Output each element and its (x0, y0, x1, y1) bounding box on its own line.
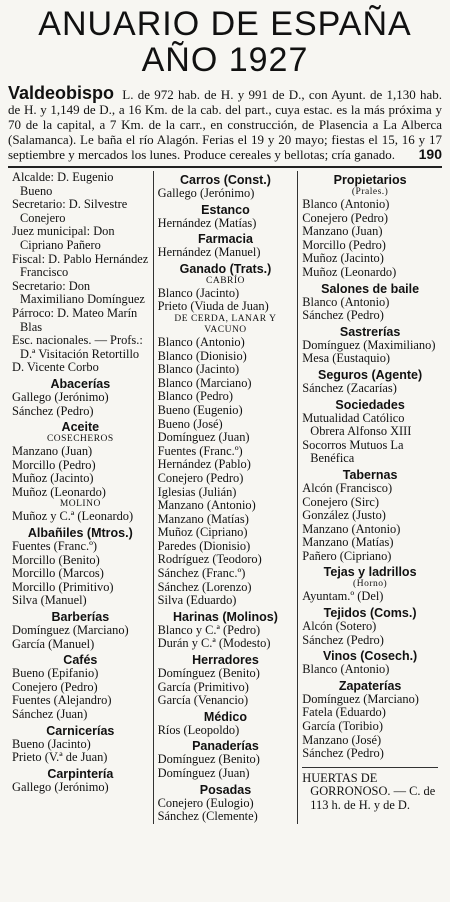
directory-entry: Silva (Eduardo) (157, 593, 237, 608)
section-heading: Tabernas (342, 467, 398, 482)
directory-entry: Muñoz (Leonardo) (302, 264, 397, 279)
column-1 (8, 171, 153, 824)
entry-number: 190 (418, 146, 442, 162)
section-heading: Zapaterías (338, 678, 402, 693)
directory-entry: Sánchez (Juan) (12, 707, 88, 721)
directory-entry: Conejero (Pedro) (12, 679, 98, 694)
directory-entry: Fatela (Eduardo) (302, 705, 386, 720)
section-heading: Propietarios (333, 173, 407, 187)
section-heading: Sastrerías (339, 324, 401, 339)
directory-entry: Alcón (Francisco) (302, 480, 393, 495)
directory-entry: Ríos (Leopoldo) (157, 722, 240, 737)
directory-entry: Muñoz (Cipriano) (157, 525, 248, 540)
directory-entry: Manzano (Juan) (12, 444, 93, 459)
directory-entry: Bueno (José) (157, 416, 223, 431)
directory-entry: Blanco (Antonio) (302, 197, 390, 211)
directory-entry: Hernández (Pablo) (157, 457, 251, 472)
directory-entry: D. Vicente Corbo (12, 360, 99, 375)
section-heading: Panaderías (192, 739, 259, 754)
section-heading: Salones de baile (321, 281, 420, 296)
subsection-heading: DE CERDA, LANAR Y VACUNO (174, 313, 277, 335)
directory-entry: García (Primitivo) (157, 679, 249, 694)
page-title (8, 6, 442, 78)
directory-entry: Gallego (Jerónimo) (12, 779, 109, 794)
directory-entry: Párroco: D. Mateo Marín Blas (12, 305, 138, 334)
directory-entry: Silva (Manuel) (12, 593, 87, 608)
section-heading: Carnicerías (46, 723, 115, 738)
directory-entry: Conejero (Sirc) (302, 494, 380, 509)
section-heading: Harinas (Molinos) (173, 609, 278, 624)
subsection-heading: (Prales.) (351, 187, 389, 197)
section-heading: Tejas y ladrillos (323, 565, 417, 580)
subsection-heading: CABRÍO (206, 275, 245, 286)
section-heading: Tejidos (Coms.) (323, 606, 417, 621)
section-heading: Estanco (201, 202, 250, 217)
section-heading: Seguros (Agente) (318, 367, 423, 382)
directory-entry: Domínguez (Marciano) (12, 623, 129, 638)
columns (8, 171, 442, 824)
directory-entry: Sánchez (Pedro) (12, 403, 94, 418)
town-text: L. de 972 hab. de H. y 991 de D., con Ayunt. de 1,130 hab. de H. y 1,149 de D., a 16 Km. de la cab. del part., cuya estac. es la más próxima y 70 de la capital, a 7 Km. de la carr., en construcción, de Plasencia a La Alberca (Salamanca). Le baña el río Alagón. Ferias el 19 y 20 mayo; fiestas el 15, 16 y 17 septiembre y mercados los lunes. Produce cereales y bellotas; cría ganado. (8, 87, 443, 162)
directory-entry: Secretario: D. Silvestre Conejero (12, 197, 128, 225)
directory-entry: Manzano (Matías) (157, 511, 249, 526)
directory-entry: Blanco (Jacinto) (157, 362, 240, 377)
directory-entry: Domínguez (Benito) (157, 666, 260, 681)
directory-entry: Hernández (Manuel) (157, 245, 261, 260)
section-heading: Médico (203, 709, 247, 724)
directory-entry: Bueno (Epifanio) (12, 666, 99, 681)
directory-entry: Alcón (Sotero) (302, 619, 377, 634)
directory-entry: Manzano (Matías) (302, 535, 394, 550)
directory-entry: Esc. nacionales. — Profs.: D.ª Visitación Retortillo (12, 333, 143, 361)
directory-entry: Manzano (Antonio) (302, 521, 401, 536)
directory-entry: Mutualidad Católico Obrera Alfonso XIII (302, 410, 412, 439)
section-heading: Herradores (192, 653, 259, 668)
section-heading: Carros (Const.) (179, 173, 271, 187)
directory-entry: Socorros Mutuos La Benéfica (302, 437, 404, 466)
directory-entry: Hernández (Matías) (157, 215, 257, 230)
directory-entry: Conejero (Pedro) (302, 210, 388, 225)
directory-entry: Blanco (Dionisio) (157, 348, 247, 363)
directory-entry: Paredes (Dionisio) (157, 538, 251, 553)
section-heading: Albañiles (Mtros.) (27, 526, 133, 541)
directory-entry: Blanco (Jacinto) (157, 285, 240, 300)
directory-entry: Sánchez (Zacarías) (302, 380, 397, 395)
directory-entry: Morcillo (Primitivo) (12, 579, 114, 594)
directory-entry: García (Toribio) (302, 719, 383, 734)
directory-entry: Sánchez (Franc.º) (157, 566, 246, 581)
title-line-1: ANUARIO DE ESPAÑA (38, 5, 412, 43)
section-heading: Abacerías (50, 376, 111, 391)
directory-entry: Blanco (Marciano) (157, 375, 252, 390)
directory-entry: Blanco (Antonio) (302, 294, 390, 309)
town-name: Valdeobispo (8, 83, 115, 103)
directory-entry: Gallego (Jerónimo) (12, 389, 109, 404)
directory-entry: Manzano (José) (302, 732, 382, 747)
directory-entry: Manzano (Juan) (302, 224, 383, 239)
directory-entry: Durán y C.ª (Modesto) (157, 636, 271, 651)
directory-entry: Mesa (Eustaquio) (302, 351, 391, 366)
section-heading: Cafés (63, 653, 98, 668)
directory-entry: Domínguez (Juan) (157, 430, 250, 445)
directory-entry: Alcalde: D. Eugenio Bueno (12, 170, 114, 198)
directory-entry: Domínguez (Marciano) (302, 691, 419, 706)
directory-entry: Blanco y C.ª (Pedro) (157, 622, 261, 637)
directory-entry: Gallego (Jerónimo) (157, 186, 255, 200)
section-heading: Barberías (51, 610, 110, 625)
column-2 (153, 171, 298, 824)
divider (8, 166, 442, 168)
directory-entry: Domínguez (Benito) (157, 752, 260, 767)
directory-entry: Manzano (Antonio) (157, 498, 256, 513)
note-huertas: HUERTAS DE GORRONOSO. — C. de 113 h. de H. y de D. (302, 767, 438, 813)
directory-entry: García (Venancio) (157, 693, 249, 708)
directory-entry: González (Justo) (302, 508, 386, 523)
directory-entry: Prieto (V.ª de Juan) (12, 750, 108, 765)
town-description (8, 84, 442, 162)
directory-entry: Iglesias (Julián) (157, 484, 237, 499)
directory-entry: Sánchez (Clemente) (157, 809, 258, 824)
directory-entry: Domínguez (Maximiliano) (302, 337, 436, 352)
directory-entry: Domínguez (Juan) (157, 766, 250, 780)
directory-entry: Conejero (Pedro) (157, 470, 244, 485)
directory-entry: García (Manuel) (12, 636, 95, 651)
directory-entry: Conejero (Eulogio) (157, 795, 254, 810)
directory-entry: Blanco (Antonio) (302, 662, 390, 677)
directory-entry: Bueno (Jacinto) (12, 736, 91, 751)
section-heading: Ganado (Trats.) (179, 261, 272, 276)
section-heading: Posadas (199, 782, 252, 797)
directory-entry: Fuentes (Alejandro) (12, 693, 112, 708)
subsection-heading: (Horno) (353, 579, 388, 590)
directory-entry: Sánchez (Lorenzo) (157, 579, 252, 594)
section-heading: Sociedades (335, 397, 405, 412)
directory-entry: Prieto (Viuda de Juan) (157, 299, 269, 314)
directory-entry: Bueno (Eugenio) (157, 402, 243, 417)
directory-entry: Secretario: Don Maximiliano Domínguez (12, 278, 145, 307)
subsection-heading: MOLINO (59, 499, 101, 510)
directory-entry: Morcillo (Pedro) (302, 237, 386, 252)
directory-entry: Morcillo (Marcos) (12, 566, 104, 581)
section-heading: Vinos (Cosech.) (322, 649, 418, 664)
directory-entry: Fuentes (Franc.º) (12, 539, 98, 554)
directory-entry: Sánchez (Pedro) (302, 308, 384, 323)
section-heading: Carpintería (47, 766, 114, 781)
directory-entry: Morcillo (Pedro) (12, 457, 96, 472)
directory-entry: Sánchez (Pedro) (302, 746, 384, 761)
directory-entry: Muñoz y C.ª (Leonardo) (12, 509, 134, 524)
section-heading: Aceite (61, 420, 100, 435)
directory-entry: Pañero (Cipriano) (302, 548, 392, 563)
subsection-heading: COSECHEROS (46, 434, 114, 445)
directory-entry: Blanco (Antonio) (157, 334, 245, 349)
directory-entry: Fiscal: D. Pablo Hernández Francisco (12, 251, 149, 280)
directory-entry: Morcillo (Benito) (12, 552, 100, 567)
directory-entry: Muñoz (Jacinto) (302, 251, 384, 266)
column-3 (297, 171, 442, 824)
section-heading: Farmacia (198, 232, 253, 247)
title-line-2: AÑO 1927 (141, 41, 309, 79)
directory-entry: Fuentes (Franc.º) (157, 443, 243, 458)
directory-entry: Blanco (Pedro) (157, 389, 233, 404)
directory-entry: Sánchez (Pedro) (302, 632, 384, 647)
directory-entry: Rodríguez (Teodoro) (157, 552, 262, 567)
directory-entry: Juez municipal: Don Cipriano Pañero (12, 224, 115, 252)
directory-entry: Muñoz (Leonardo) (12, 484, 106, 499)
directory-entry: Ayuntam.º (Del) (302, 589, 384, 604)
directory-entry: Muñoz (Jacinto) (12, 471, 94, 486)
